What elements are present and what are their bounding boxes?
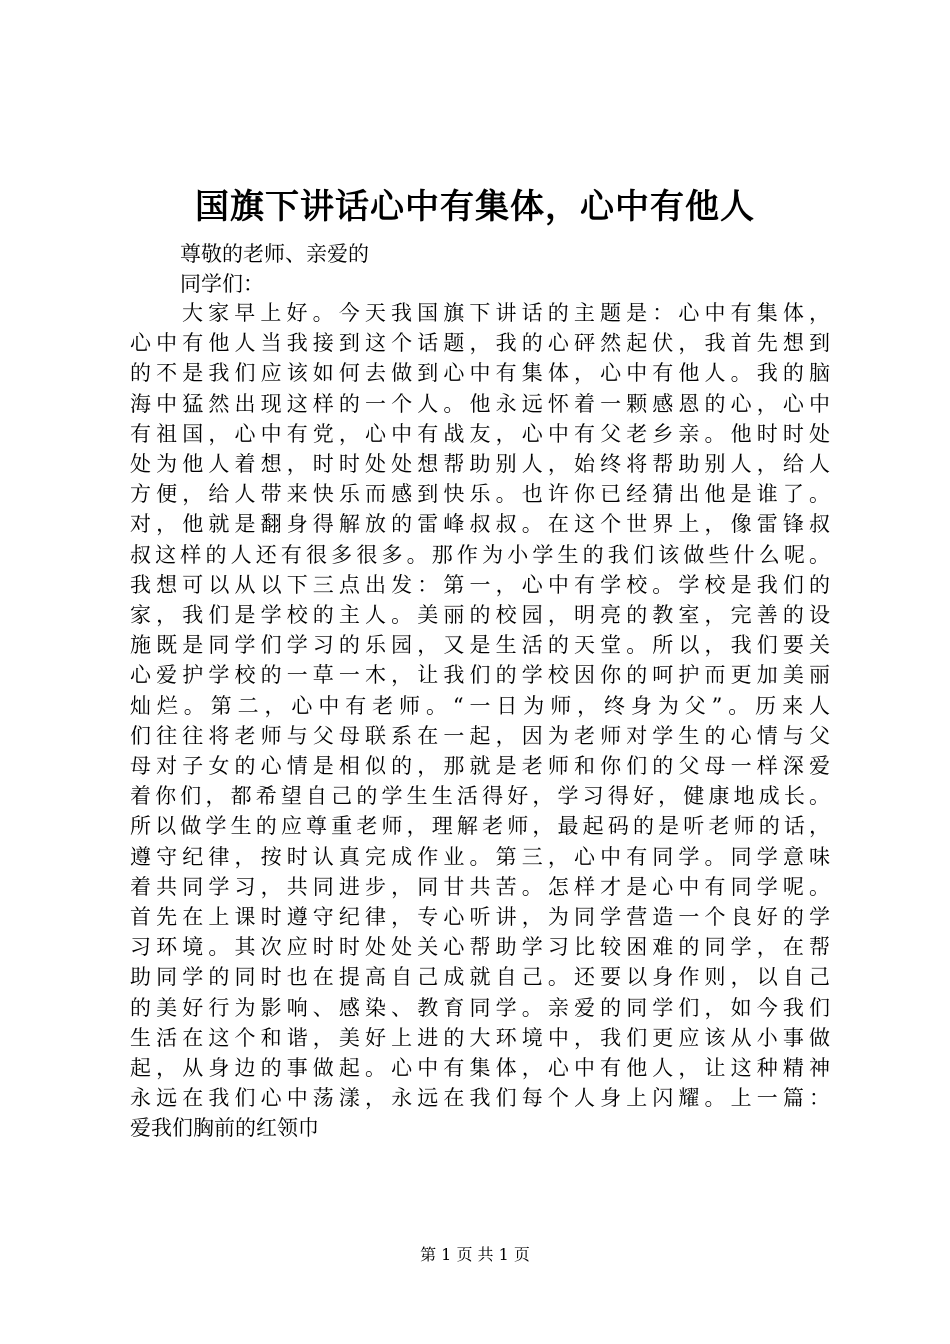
body-line: 助同学的同时也在提高自己成就自己。还要以身作则，以自己 bbox=[130, 965, 830, 990]
body-line: 对，他就是翻身得解放的雷峰叔叔。在这个世界上，像雷锋叔 bbox=[130, 512, 830, 537]
body-line: 首先在上课时遵守纪律，专心听讲，为同学营造一个良好的学 bbox=[130, 905, 830, 930]
greeting-line-1: 尊敬的老师、亲爱的 bbox=[180, 242, 369, 266]
body-line: 施既是同学们学习的乐园，又是生活的天堂。所以，我们要关 bbox=[130, 633, 830, 658]
body-line: 永远在我们心中荡漾，永远在我们每个人身上闪耀。上一篇： bbox=[130, 1086, 830, 1111]
body-line: 生活在这个和谐，美好上进的大环境中，我们更应该从小事做 bbox=[130, 1025, 830, 1050]
body-line: 遵守纪律，按时认真完成作业。第三，心中有同学。同学意味 bbox=[130, 844, 830, 869]
body-line: 有祖国，心中有党，心中有战友，心中有父老乡亲。他时时处 bbox=[130, 421, 830, 446]
body-line: 大家早上好。今天我国旗下讲话的主题是：心中有集体， bbox=[182, 301, 830, 325]
body-line: 着共同学习，共同进步，同甘共苦。怎样才是心中有同学呢。 bbox=[130, 874, 830, 899]
body-line: 方便，给人带来快乐而感到快乐。也许你已经猜出他是谁了。 bbox=[130, 482, 830, 507]
body-line: 叔这样的人还有很多很多。那作为小学生的我们该做些什么呢。 bbox=[130, 542, 830, 567]
document-title: 国旗下讲话心中有集体，心中有他人 bbox=[195, 187, 755, 227]
body-line: 心爱护学校的一草一木，让我们的学校因你的呵护而更加美丽 bbox=[130, 663, 830, 688]
body-line: 处为他人着想，时时处处想帮助别人，始终将帮助别人，给人 bbox=[130, 452, 830, 477]
body-line: 海中猛然出现这样的一个人。他永远怀着一颗感恩的心，心中 bbox=[130, 391, 830, 416]
body-line: 爱我们胸前的红领巾 bbox=[130, 1116, 319, 1141]
body-line: 着你们，都希望自己的学生生活得好，学习得好，健康地成长。 bbox=[130, 784, 830, 809]
body-line: 家，我们是学校的主人。美丽的校园，明亮的教室，完善的设 bbox=[130, 603, 830, 628]
greeting-line-2: 同学们： bbox=[180, 272, 264, 296]
body-line: 母对子女的心情是相似的，那就是老师和你们的父母一样深爱 bbox=[130, 754, 830, 779]
body-line: 灿烂。第二，心中有老师。“一日为师，终身为父”。历来人 bbox=[130, 693, 830, 718]
body-line: 心中有他人当我接到这个话题，我的心砰然起伏，我首先想到 bbox=[130, 331, 830, 356]
body-line: 们往往将老师与父母联系在一起，因为老师对学生的心情与父 bbox=[130, 723, 830, 748]
body-line: 起，从身边的事做起。心中有集体，心中有他人，让这种精神 bbox=[130, 1056, 830, 1081]
body-line: 的不是我们应该如何去做到心中有集体，心中有他人。我的脑 bbox=[130, 361, 830, 386]
body-line: 习环境。其次应时时处处关心帮助学习比较困难的同学，在帮 bbox=[130, 935, 830, 960]
body-line: 我想可以从以下三点出发：第一，心中有学校。学校是我们的 bbox=[130, 572, 830, 597]
body-line: 所以做学生的应尊重老师，理解老师，最起码的是听老师的话， bbox=[130, 814, 830, 839]
speech-body bbox=[130, 298, 830, 1144]
body-line: 的美好行为影响、感染、教育同学。亲爱的同学们，如今我们 bbox=[130, 995, 830, 1020]
page-footer: 第 1 页 共 1 页 bbox=[420, 1245, 530, 1264]
